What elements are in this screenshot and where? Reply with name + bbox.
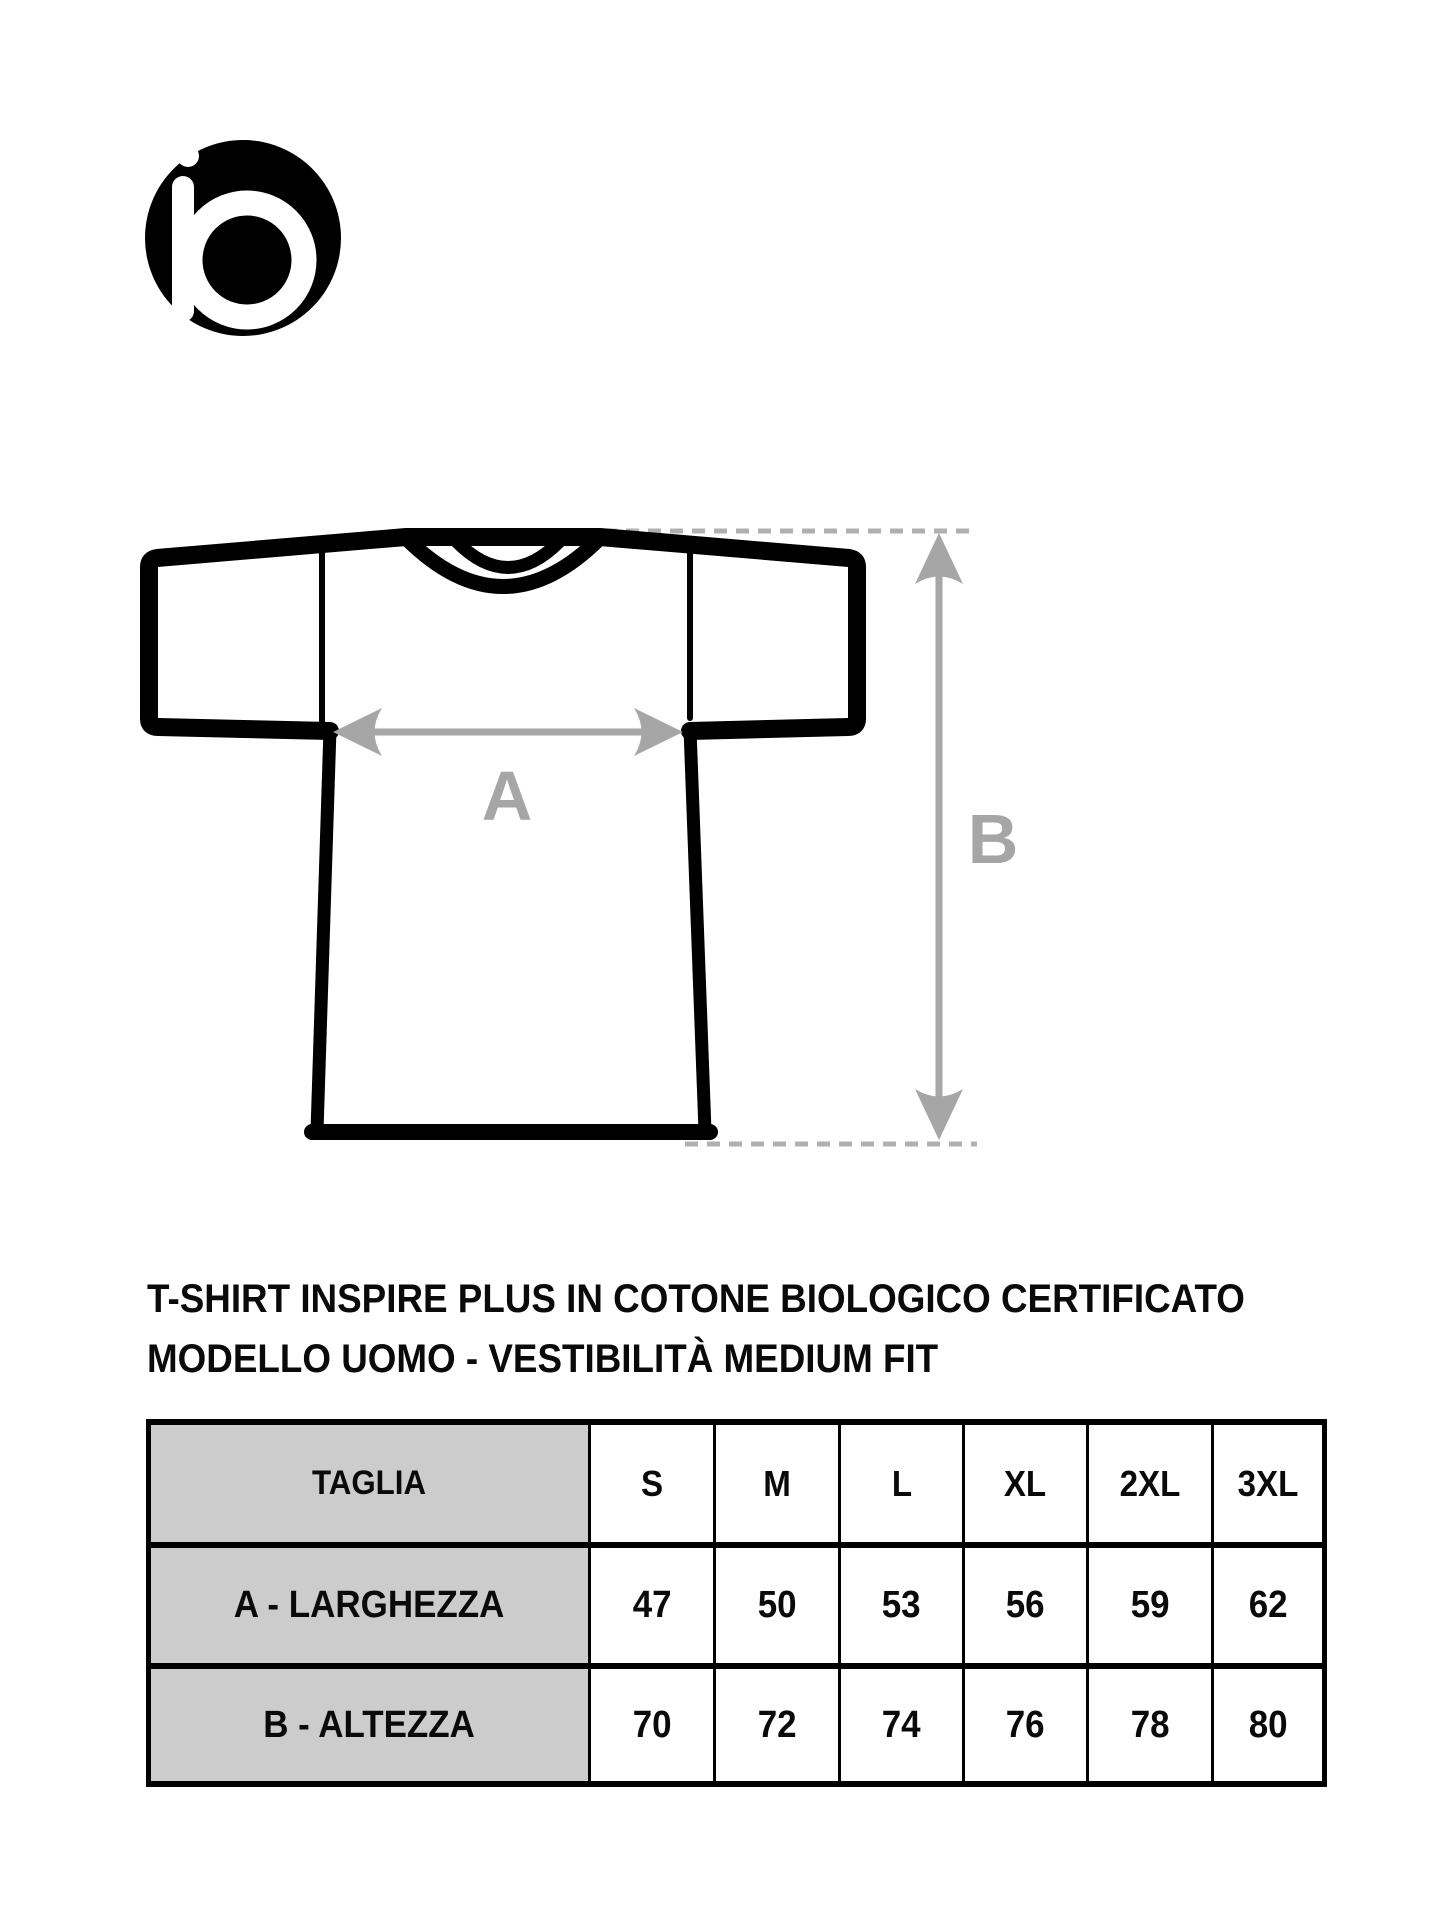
logo-b-dot — [177, 145, 199, 167]
height-arrow-top-head — [915, 533, 963, 584]
width-value: 56 — [1006, 1584, 1045, 1626]
size-table — [146, 1419, 1327, 1787]
width-value-xl — [964, 1545, 1088, 1666]
width-value-l — [840, 1545, 964, 1666]
size-column-header-2xl — [1088, 1422, 1213, 1545]
size-column-header-s — [590, 1422, 715, 1545]
width-value: 53 — [882, 1584, 921, 1626]
height-value-xl — [964, 1666, 1088, 1784]
height-value-s — [590, 1666, 715, 1784]
size-column-header-l — [840, 1422, 964, 1545]
height-measure-label: B — [967, 800, 1019, 878]
width-value: 59 — [1130, 1584, 1170, 1626]
size-label-xl: XL — [1004, 1462, 1047, 1504]
height-value-3xl — [1213, 1666, 1325, 1784]
height-row — [149, 1666, 1325, 1784]
size-label-2xl: 2XL — [1119, 1462, 1181, 1504]
height-value: 76 — [1006, 1703, 1045, 1746]
size-table-header-row — [149, 1422, 1325, 1545]
height-value: 70 — [632, 1703, 672, 1746]
height-value: 72 — [757, 1703, 797, 1746]
width-measure-label: A — [481, 757, 533, 835]
size-label-m: M — [763, 1462, 791, 1504]
width-value-s — [590, 1545, 715, 1666]
width-value-3xl — [1213, 1545, 1325, 1666]
height-value-m — [715, 1666, 840, 1784]
height-row-label-cell — [149, 1666, 590, 1784]
size-table-header-label: TAGLIA — [312, 1464, 427, 1502]
size-label-s: S — [640, 1462, 664, 1504]
height-value-l — [840, 1666, 964, 1784]
height-value: 80 — [1248, 1703, 1288, 1746]
tshirt-left-body-side — [317, 729, 330, 1131]
product-title-line2: MODELLO UOMO - VESTIBILITÀ MEDIUM FIT — [147, 1337, 939, 1381]
width-value-m — [715, 1545, 840, 1666]
width-value: 50 — [757, 1584, 797, 1626]
height-value: 78 — [1130, 1703, 1170, 1746]
width-row-label: A - LARGHEZZA — [234, 1584, 505, 1626]
width-row — [149, 1545, 1325, 1666]
height-measure-arrow — [915, 533, 1018, 1140]
width-value: 62 — [1248, 1584, 1288, 1626]
brand-logo-icon — [145, 140, 341, 336]
product-title-line1: T-SHIRT INSPIRE PLUS IN COTONE BIOLOGICO CERTIFICATO — [147, 1277, 1245, 1321]
width-measure-arrow — [333, 708, 683, 835]
width-value-2xl — [1088, 1545, 1213, 1666]
height-arrow-bottom-head — [915, 1089, 963, 1140]
tshirt-right-body-side — [690, 729, 705, 1131]
height-value: 74 — [882, 1703, 921, 1746]
size-label-3xl: 3XL — [1237, 1462, 1299, 1504]
height-value-2xl — [1088, 1666, 1213, 1784]
size-column-header-3xl — [1213, 1422, 1325, 1545]
size-table-header-label-cell — [149, 1422, 590, 1545]
height-row-label: B - ALTEZZA — [263, 1703, 476, 1746]
size-label-l: L — [891, 1462, 912, 1504]
width-value: 47 — [632, 1584, 672, 1626]
size-column-header-m — [715, 1422, 840, 1545]
size-column-header-xl — [964, 1422, 1088, 1545]
width-row-label-cell — [149, 1545, 590, 1666]
